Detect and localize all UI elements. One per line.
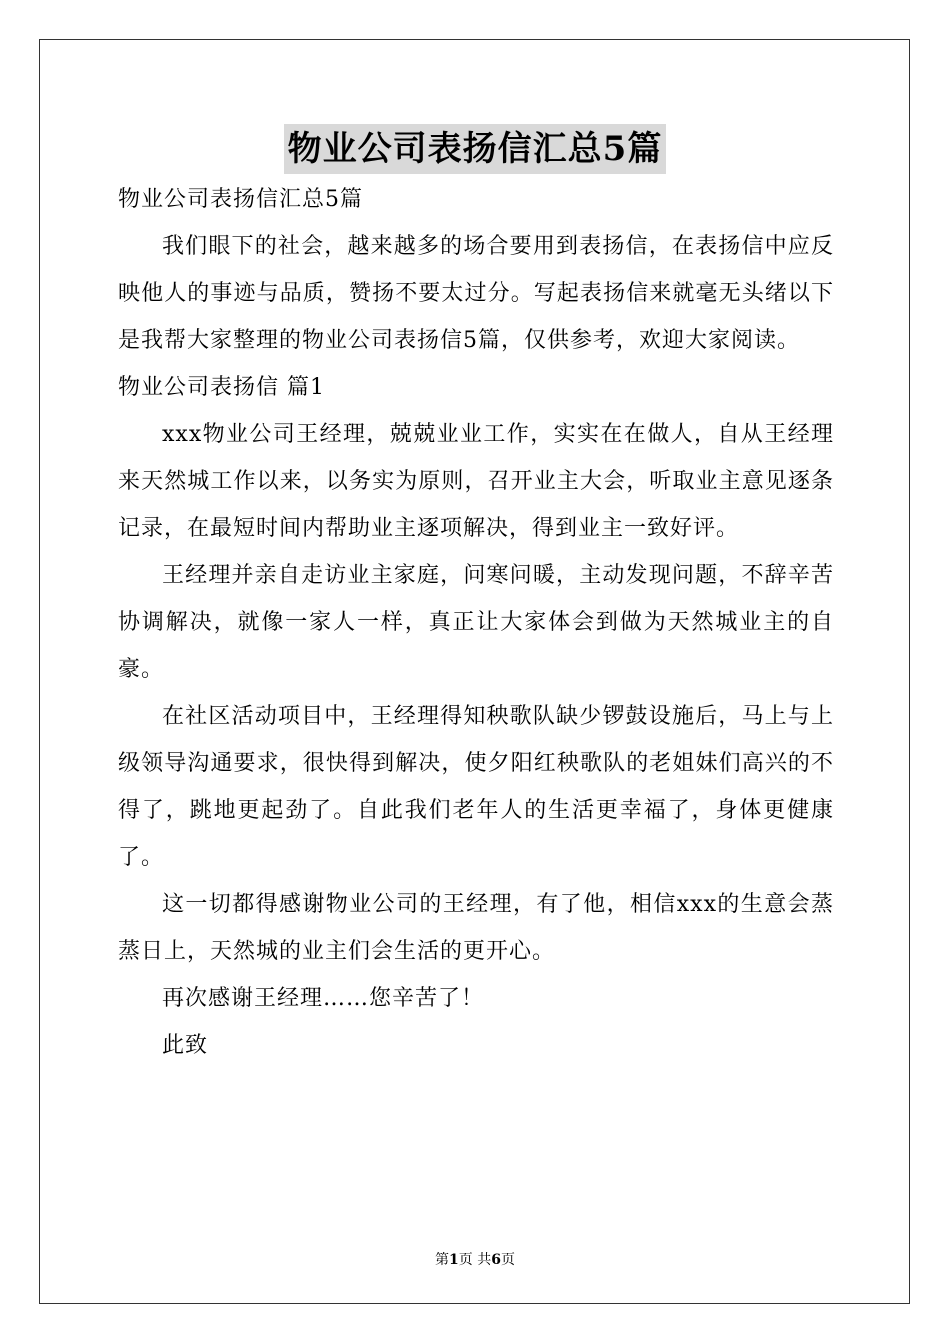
body-paragraph: 再次感谢王经理……您辛苦了！ — [162, 986, 485, 1011]
body-paragraph: 王经理并亲自走访业主家庭，问寒问暖，主动发现问题，不辞辛苦协调解决，就像一家人一样，真正让大家体会到做为天然城业主的自豪。 — [118, 563, 834, 682]
footer-middle: 页 共 — [458, 1252, 492, 1268]
intro-paragraph: 我们眼下的社会，越来越多的场合要用到表扬信，在表扬信中应反映他人的事迹与品质，赞扬不要太过分。写起表扬信来就毫无头绪以下是我帮大家整理的物业公司表扬信5篇，仅供参考，欢迎大家阅读。 — [118, 234, 834, 353]
footer-suffix: 页 — [500, 1252, 515, 1268]
body-paragraph: 这一切都得感谢物业公司的王经理，有了他，相信xxx的生意会蒸蒸日上，天然城的业主们会生活的更开心。 — [118, 892, 834, 964]
document-title: 物业公司表扬信汇总5篇 — [284, 124, 667, 174]
document-body — [118, 176, 834, 1069]
document-subtitle: 物业公司表扬信汇总5篇 — [118, 187, 363, 212]
closing-salutation: 此致 — [162, 1033, 209, 1058]
footer-total-pages: 6 — [491, 1252, 501, 1268]
page-footer — [0, 1250, 950, 1270]
body-paragraph: xxx物业公司王经理，兢兢业业工作，实实在在做人，自从王经理来天然城工作以来，以务实为原则，召开业主大会，听取业主意见逐条记录，在最短时间内帮助业主逐项解决，得到业主一致好评。 — [118, 422, 834, 541]
title-container — [0, 124, 950, 174]
body-paragraph: 在社区活动项目中，王经理得知秧歌队缺少锣鼓设施后，马上与上级领导沟通要求，很快得到解决，使夕阳红秧歌队的老姐妹们高兴的不得了，跳地更起劲了。自此我们老年人的生活更幸福了，身体更健康了。 — [118, 704, 834, 870]
footer-prefix: 第 — [435, 1252, 450, 1268]
section-heading: 物业公司表扬信 篇1 — [118, 375, 325, 400]
footer-page-number: 1 — [449, 1252, 459, 1268]
